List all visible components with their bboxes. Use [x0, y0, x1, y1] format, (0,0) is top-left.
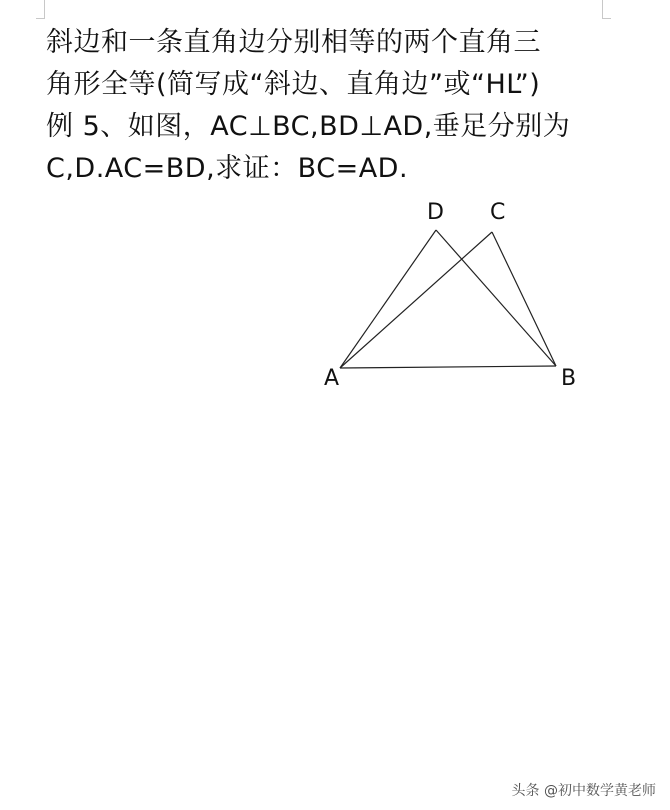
vertex-label-b: B [561, 366, 577, 391]
problem-text [46, 22, 636, 190]
text-line-4: C,D.AC=BD,求证：BC=AD. [46, 153, 409, 184]
text-line-3: 例 5、如图，AC⊥BC,BD⊥AD,垂足分别为 [46, 111, 571, 142]
page-corner-mark-right [602, 0, 611, 19]
vertex-label-c: C [490, 200, 506, 225]
segment-cb [492, 232, 556, 366]
segment-db [436, 230, 556, 366]
geometry-figure [310, 190, 610, 400]
geometry-svg [310, 190, 610, 400]
vertex-label-a: A [324, 366, 340, 391]
text-line-2: 角形全等(简写成“斜边、直角边”或“HL”) [46, 69, 541, 100]
segment-ac [340, 232, 492, 368]
segment-ad [340, 230, 436, 368]
segment-ab [340, 366, 556, 368]
watermark-text: 头条 @初中数学黄老师 [511, 783, 656, 799]
vertex-label-d: D [427, 200, 444, 225]
text-line-1: 斜边和一条直角边分别相等的两个直角三 [46, 27, 541, 58]
page-corner-mark-left [36, 0, 45, 19]
